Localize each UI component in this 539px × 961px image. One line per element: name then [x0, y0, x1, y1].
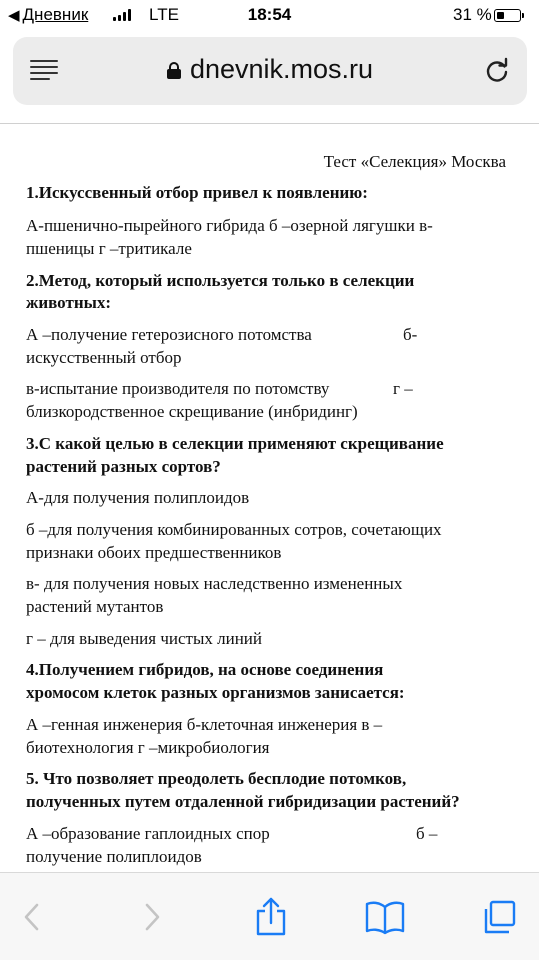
answer-line: биотехнология г –микробиология — [26, 738, 270, 757]
battery-level — [497, 12, 504, 19]
answer-c: в-испытание производителя по потомству — [26, 379, 330, 398]
answer-line: растений мутантов — [26, 597, 164, 616]
url-display[interactable] — [13, 54, 527, 85]
answer-d: г – для выведения чистых линий — [26, 629, 262, 648]
tabs-icon[interactable] — [469, 873, 529, 961]
answer-b: б – — [416, 824, 438, 843]
document-title: Тест «Селекция» Москва — [323, 152, 506, 171]
book-icon[interactable] — [355, 873, 415, 961]
back-app-label: Дневник — [22, 5, 89, 24]
answer-line: пшеницы г –тритикале — [26, 239, 192, 258]
reload-icon[interactable] — [482, 56, 512, 86]
back-arrow-icon: ◀ — [8, 7, 20, 24]
document-content — [0, 124, 539, 872]
question-3-cont: растений разных сортов? — [26, 457, 221, 476]
battery-icon — [494, 9, 521, 22]
lock-icon — [167, 62, 181, 79]
chevron-left-icon[interactable] — [2, 873, 62, 961]
question-1: 1.Искуссвенный отбор привел к появлению: — [26, 183, 368, 202]
question-2: 2.Метод, который используется только в селекции — [26, 271, 415, 290]
battery-percentage: 31 % — [453, 5, 492, 24]
answer-line: получение полиплоидов — [26, 847, 202, 866]
answer-b: б- — [403, 325, 418, 344]
share-icon[interactable] — [241, 873, 301, 961]
clock: 18:54 — [247, 5, 292, 24]
answer-a: А-для получения полиплоидов — [26, 488, 250, 507]
question-4: 4.Получением гибридов, на основе соединения — [26, 660, 384, 679]
answer-a: А –получение гетерозисного потомства — [26, 325, 312, 344]
chevron-right-icon[interactable] — [122, 873, 182, 961]
url-text: dnevnik.mos.ru — [189, 54, 374, 84]
address-bar[interactable] — [13, 37, 527, 105]
question-5: 5. Что позволяет преодолеть бесплодие потомков, — [26, 769, 407, 788]
browser-toolbar — [0, 872, 539, 960]
answer-line: признаки обоих предшественников — [26, 543, 282, 562]
network-type: LTE — [149, 5, 179, 24]
answer-d: г – — [393, 379, 413, 398]
answer-line: близкородственное скрещивание (инбридинг) — [26, 402, 358, 421]
question-2-cont: животных: — [26, 293, 112, 312]
answer-line: А –генная инженерия б-клеточная инженерия в – — [26, 715, 383, 734]
answer-a: А –образование гаплоидных спор — [26, 824, 270, 843]
answer-c: в- для получения новых наследственно измененных — [26, 574, 403, 593]
status-bar — [0, 0, 539, 34]
question-4-cont: хромосом клеток разных организмов занисается: — [26, 683, 405, 702]
question-5-cont: полученных путем отдаленной гибридизации растений? — [26, 792, 460, 811]
answer-line: А-пшенично-пырейного гибрида б –озерной лягушки в- — [26, 216, 433, 235]
answer-b: б –для получения комбинированных сотров, сочетающих — [26, 520, 442, 539]
question-3: 3.С какой целью в селекции применяют скрещивание — [26, 434, 444, 453]
answer-line: искусственный отбор — [26, 348, 182, 367]
